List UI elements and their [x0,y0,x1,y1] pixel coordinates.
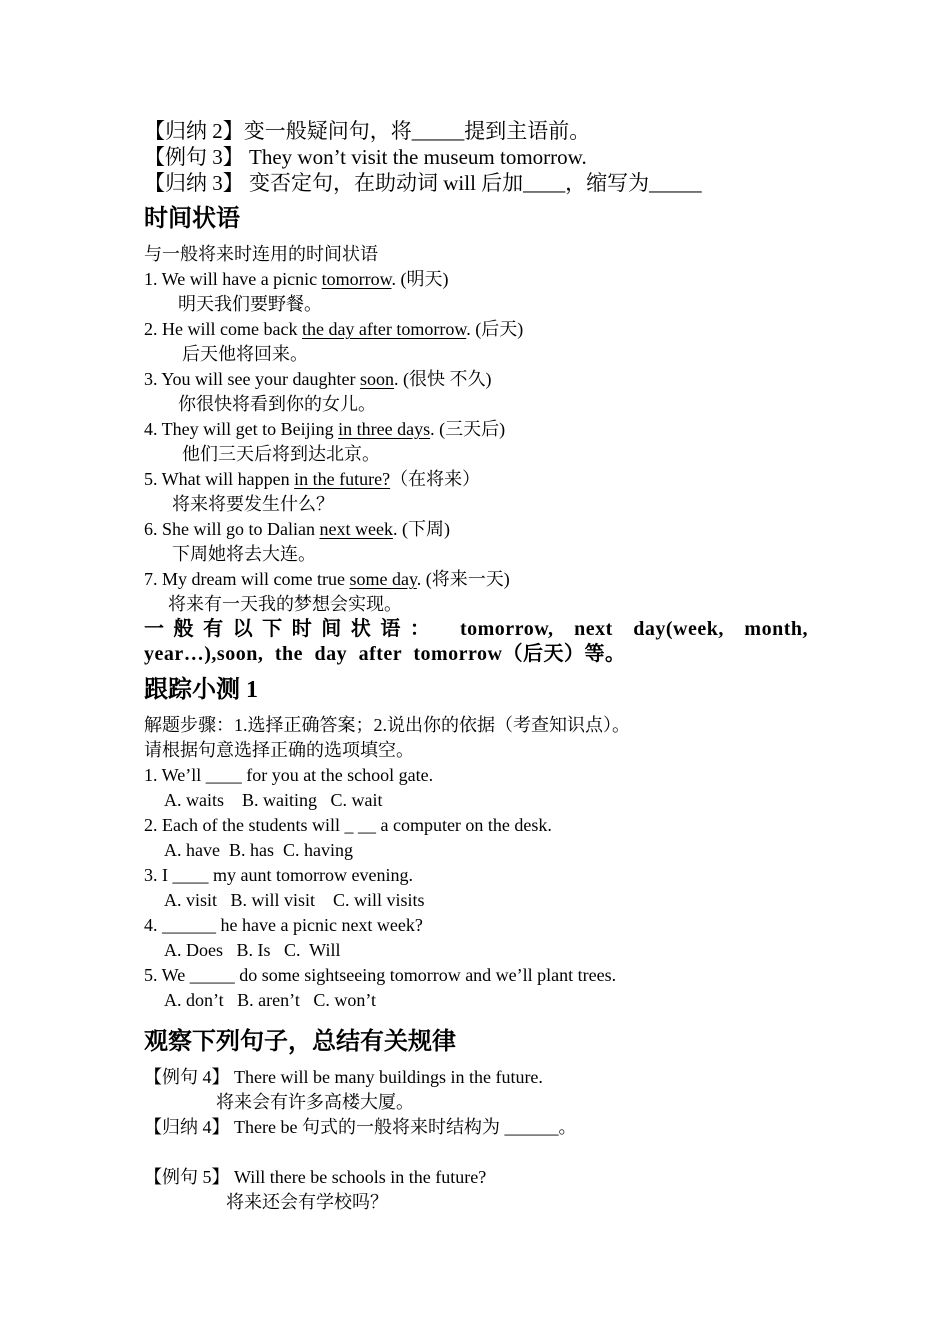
quiz-question: 3. I ____ my aunt tomorrow evening. A. visit B. will visit C. will visits [144,865,425,910]
section-heading-quiz: 跟踪小测 1 [144,677,258,703]
quiz-question: 1. We’ll ____ for you at the school gate. A. waits B. waiting C. wait [144,765,434,810]
summary-2-line: 【归纳 2】变一般疑问句，将_____提到主语前。 [144,119,591,143]
summary-3-line: 【归纳 3】 变否定句，在助动词 will 后加____，缩写为_____ [144,171,702,195]
time-item: 4. They will get to Beijing in three days. (三天后) 他们三天后将到达北京。 [144,419,506,464]
time-item: 2. He will come back the day after tomorrow. (后天) 后天他将回来。 [144,319,524,364]
quiz-question: 4. ______ he have a picnic next week? A. Does B. Is C. Will [144,915,423,960]
time-item: 7. My dream will come true some day. (将来一天) 将来有一天我的梦想会实现。 [144,569,510,614]
time-summary: 一般有以下时间状语： tomorrow, next day(week, month, year…),soon, the day after tomorrow（后天）等。 [144,618,808,665]
document-page [144,118,808,1215]
quiz-instruction: 请根据句意选择正确的选项填空。 [144,740,414,760]
example-4-line: 【例句 4】 There will be many buildings in the future. [144,1067,543,1087]
blank-line [144,1140,808,1165]
section-heading-observe: 观察下列句子，总结有关规律 [144,1029,456,1055]
example-5-translation: 将来还会有学校吗？ [226,1192,388,1212]
quiz-steps: 解题步骤：1.选择正确答案；2.说出你的依据（考查知识点）。 [144,715,630,735]
example-5-line: 【例句 5】 Will there be schools in the future? [144,1167,487,1187]
quiz-question: 2. Each of the students will _ __ a computer on the desk. A. have B. has C. having [144,815,552,860]
summary-4-line: 【归纳 4】 There be 句式的一般将来时结构为 ______。 [144,1117,577,1137]
time-item: 6. She will go to Dalian next week. (下周) 下周她将去大连。 [144,519,450,564]
example-4-translation: 将来会有许多高楼大厦。 [216,1092,414,1112]
time-item: 5. What will happen in the future?（在将来） 将来将要发生什么？ [144,469,481,514]
time-item: 1. We will have a picnic tomorrow. (明天) 明天我们要野餐。 [144,269,449,314]
quiz-question: 5. We _____ do some sightseeing tomorrow and we’ll plant trees. A. don’t B. aren’t C. won’t [144,965,617,1010]
time-item: 3. You will see your daughter soon. (很快 不久) 你很快将看到你的女儿。 [144,369,492,414]
example-3-line: 【例句 3】 They won’t visit the museum tomorrow. [144,145,587,169]
time-intro: 与一般将来时连用的时间状语 [144,244,378,264]
section-heading-time-adverbials: 时间状语 [144,206,240,232]
